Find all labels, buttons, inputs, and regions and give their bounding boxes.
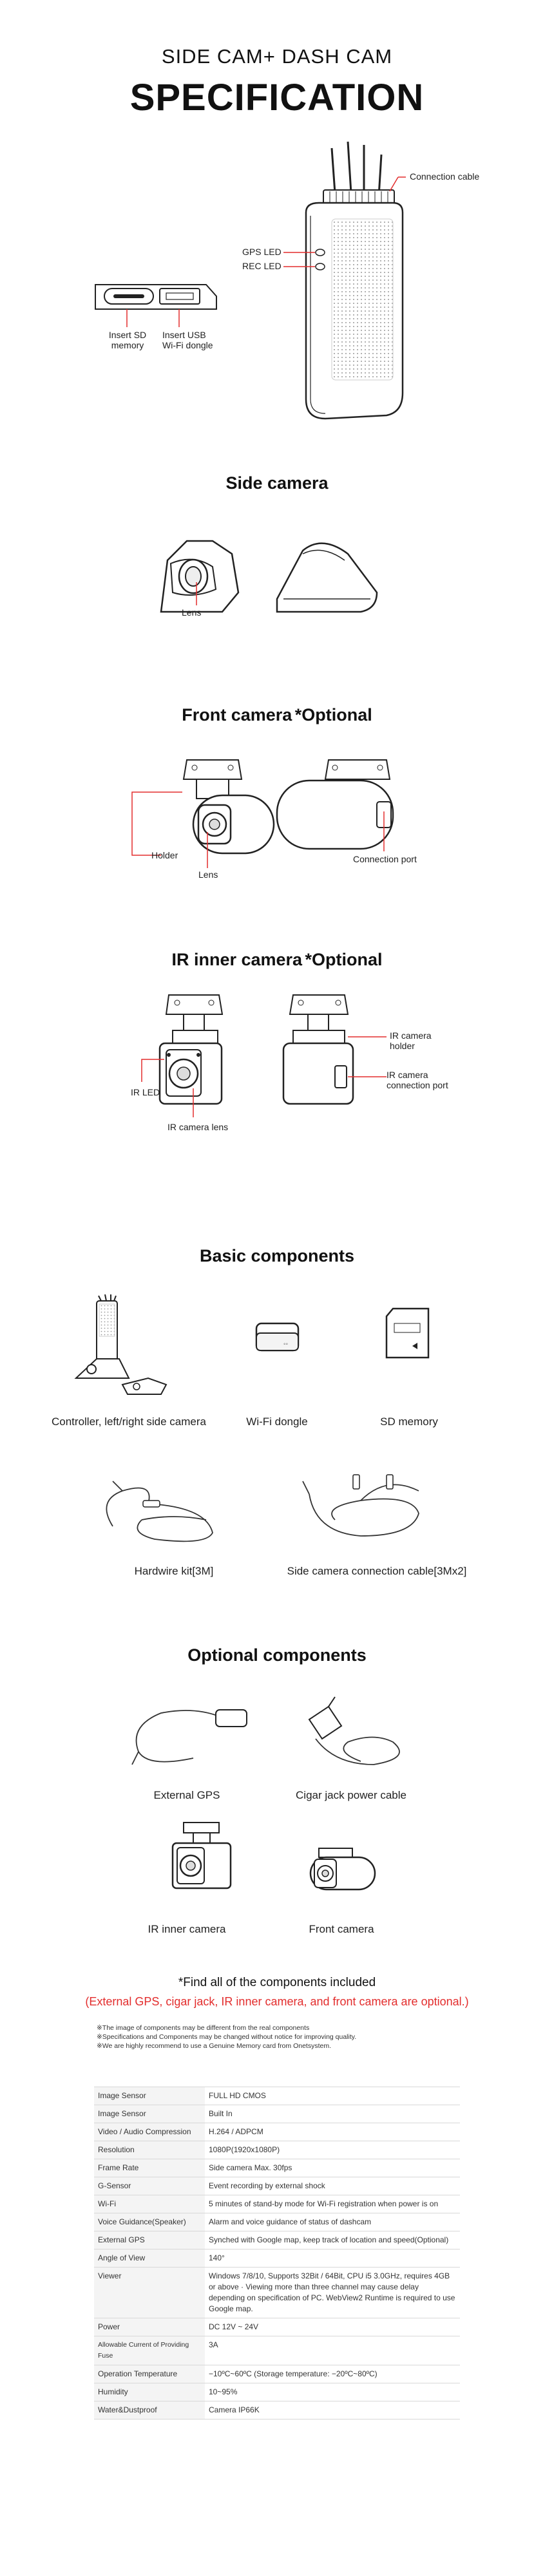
basic-item-controller: Controller, left/right side camera <box>52 1416 206 1428</box>
table-row <box>94 2123 460 2141</box>
spec-value: Side camera Max. 30fps <box>205 2159 460 2177</box>
table-row <box>94 2231 460 2249</box>
spec-value: Windows 7/8/10, Supports 32Bit / 64Bit, CPU i5 3.0GHz, requires 4GB or above · Viewing more than three channel may cause delay depending on specification of PC. WebView2 Runtime is required to use Google map. <box>205 2268 460 2318</box>
basic-components-title: Basic components <box>199 1246 355 1265</box>
spec-key: External GPS <box>94 2231 205 2249</box>
components-note: *Find all of the components included <box>178 1976 376 1989</box>
basic-item-sd-memory: SD memory <box>380 1416 438 1428</box>
front-camera-optional: *Optional <box>294 705 372 724</box>
spec-value: 3A <box>205 2336 460 2365</box>
connection-port-label: Connection port <box>353 854 417 864</box>
basic-item-side-cable: Side camera connection cable[3Mx2] <box>287 1565 467 1577</box>
spec-key: Water&Dustproof <box>94 2401 205 2420</box>
spec-value: 5 minutes of stand-by mode for Wi-Fi registration when power is on <box>205 2195 460 2213</box>
spec-value: Built In <box>205 2105 460 2123</box>
spec-key: Allowable Current of Providing Fuse <box>94 2336 205 2365</box>
spec-key: Frame Rate <box>94 2159 205 2177</box>
basic-item-hardwire-kit: Hardwire kit[3M] <box>134 1565 214 1577</box>
optional-item-cigar-jack: Cigar jack power cable <box>296 1789 406 1801</box>
spec-table <box>94 2087 460 2420</box>
spec-key: Humidity <box>94 2383 205 2401</box>
optional-components-row1 <box>0 1681 554 1784</box>
insert-sd-label: Insert SD memory <box>108 330 147 350</box>
table-row <box>94 2249 460 2268</box>
spec-value: Alarm and voice guidance of status of dashcam <box>205 2213 460 2231</box>
spec-value: 10~95% <box>205 2383 460 2401</box>
table-row <box>94 2087 460 2105</box>
spec-key: Operation Temperature <box>94 2365 205 2383</box>
spec-value: Camera IP66K <box>205 2401 460 2420</box>
connection-cable-label: Connection cable <box>410 171 480 182</box>
gps-led-label: GPS LED <box>242 247 282 257</box>
table-row <box>94 2268 460 2318</box>
optional-item-external-gps: External GPS <box>153 1789 220 1801</box>
insert-usb-label: Insert USB Wi-Fi dongle <box>162 330 213 350</box>
table-row <box>94 2177 460 2195</box>
spec-key: Image Sensor <box>94 2105 205 2123</box>
optional-note: (External GPS, cigar jack, IR inner camera, and front camera are optional.) <box>85 1995 469 2008</box>
table-row <box>94 2401 460 2420</box>
page-title: SPECIFICATION <box>129 77 425 118</box>
spec-value: 140° <box>205 2249 460 2268</box>
spec-key: Resolution <box>94 2141 205 2159</box>
spec-key: Voice Guidance(Speaker) <box>94 2213 205 2231</box>
rec-led-label: REC LED <box>242 261 282 271</box>
side-camera-illustration <box>0 515 554 625</box>
front-camera-illustration <box>0 741 554 882</box>
basic-components-row1 <box>0 1294 554 1397</box>
ir-camera-optional: *Optional <box>305 950 383 969</box>
table-row <box>94 2383 460 2401</box>
side-camera-title: Side camera <box>225 473 329 493</box>
ir-camera-title: IR inner camera <box>171 950 303 969</box>
front-lens-label: Lens <box>198 869 218 880</box>
spec-value: 1080P(1920x1080P) <box>205 2141 460 2159</box>
spec-key: G-Sensor <box>94 2177 205 2195</box>
optional-components-title: Optional components <box>187 1645 367 1665</box>
ir-camera-holder-label: IR camera holder <box>390 1030 432 1051</box>
spec-value: Event recording by external shock <box>205 2177 460 2195</box>
ir-camera-lens-label: IR camera lens <box>167 1122 229 1132</box>
spec-key: Wi-Fi <box>94 2195 205 2213</box>
ir-camera-illustration <box>0 985 554 1127</box>
ir-camera-heading <box>0 950 554 970</box>
ir-led-label: IR LED <box>131 1087 160 1097</box>
spec-key: Video / Audio Compression <box>94 2123 205 2141</box>
spec-value: −10ºC~60ºC (Storage temperature: −20ºC~80ºC) <box>205 2365 460 2383</box>
page-subtitle: SIDE CAM+ DASH CAM <box>161 45 393 68</box>
side-lens-label: Lens <box>182 607 202 618</box>
basic-item-wifi-dongle: Wi-Fi dongle <box>246 1416 308 1428</box>
table-row <box>94 2336 460 2365</box>
table-row <box>94 2105 460 2123</box>
basic-components-row2 <box>0 1455 554 1552</box>
disclaimer-line: ※We are highly recommend to use a Genuine Memory card from Onetsystem. <box>97 2042 331 2050</box>
spec-value: Synched with Google map, keep track of location and speed(Optional) <box>205 2231 460 2249</box>
controller-illustration <box>0 116 554 477</box>
svg-text:◦◦: ◦◦ <box>283 1341 289 1348</box>
optional-item-front-camera: Front camera <box>309 1923 374 1935</box>
table-row <box>94 2195 460 2213</box>
spec-value: H.264 / ADPCM <box>205 2123 460 2141</box>
table-row <box>94 2365 460 2383</box>
disclaimer-notes <box>97 2023 356 2050</box>
spec-key: Image Sensor <box>94 2087 205 2105</box>
spec-key: Angle of View <box>94 2249 205 2268</box>
ir-camera-port-label: IR camera connection port <box>387 1070 448 1090</box>
front-camera-heading <box>0 705 554 725</box>
front-camera-title: Front camera <box>182 705 292 724</box>
table-row <box>94 2213 460 2231</box>
disclaimer-line: ※Specifications and Components may be changed without notice for improving quality. <box>97 2033 357 2041</box>
spec-key: Viewer <box>94 2268 205 2318</box>
table-row <box>94 2318 460 2336</box>
table-row <box>94 2159 460 2177</box>
spec-value: FULL HD CMOS <box>205 2087 460 2105</box>
table-row <box>94 2141 460 2159</box>
optional-components-row2 <box>0 1819 554 1909</box>
disclaimer-line: ※The image of components may be different from the real components <box>97 2024 310 2032</box>
spec-key: Power <box>94 2318 205 2336</box>
holder-label: Holder <box>151 850 178 860</box>
spec-value: DC 12V ~ 24V <box>205 2318 460 2336</box>
optional-item-ir-camera: IR inner camera <box>148 1923 226 1935</box>
